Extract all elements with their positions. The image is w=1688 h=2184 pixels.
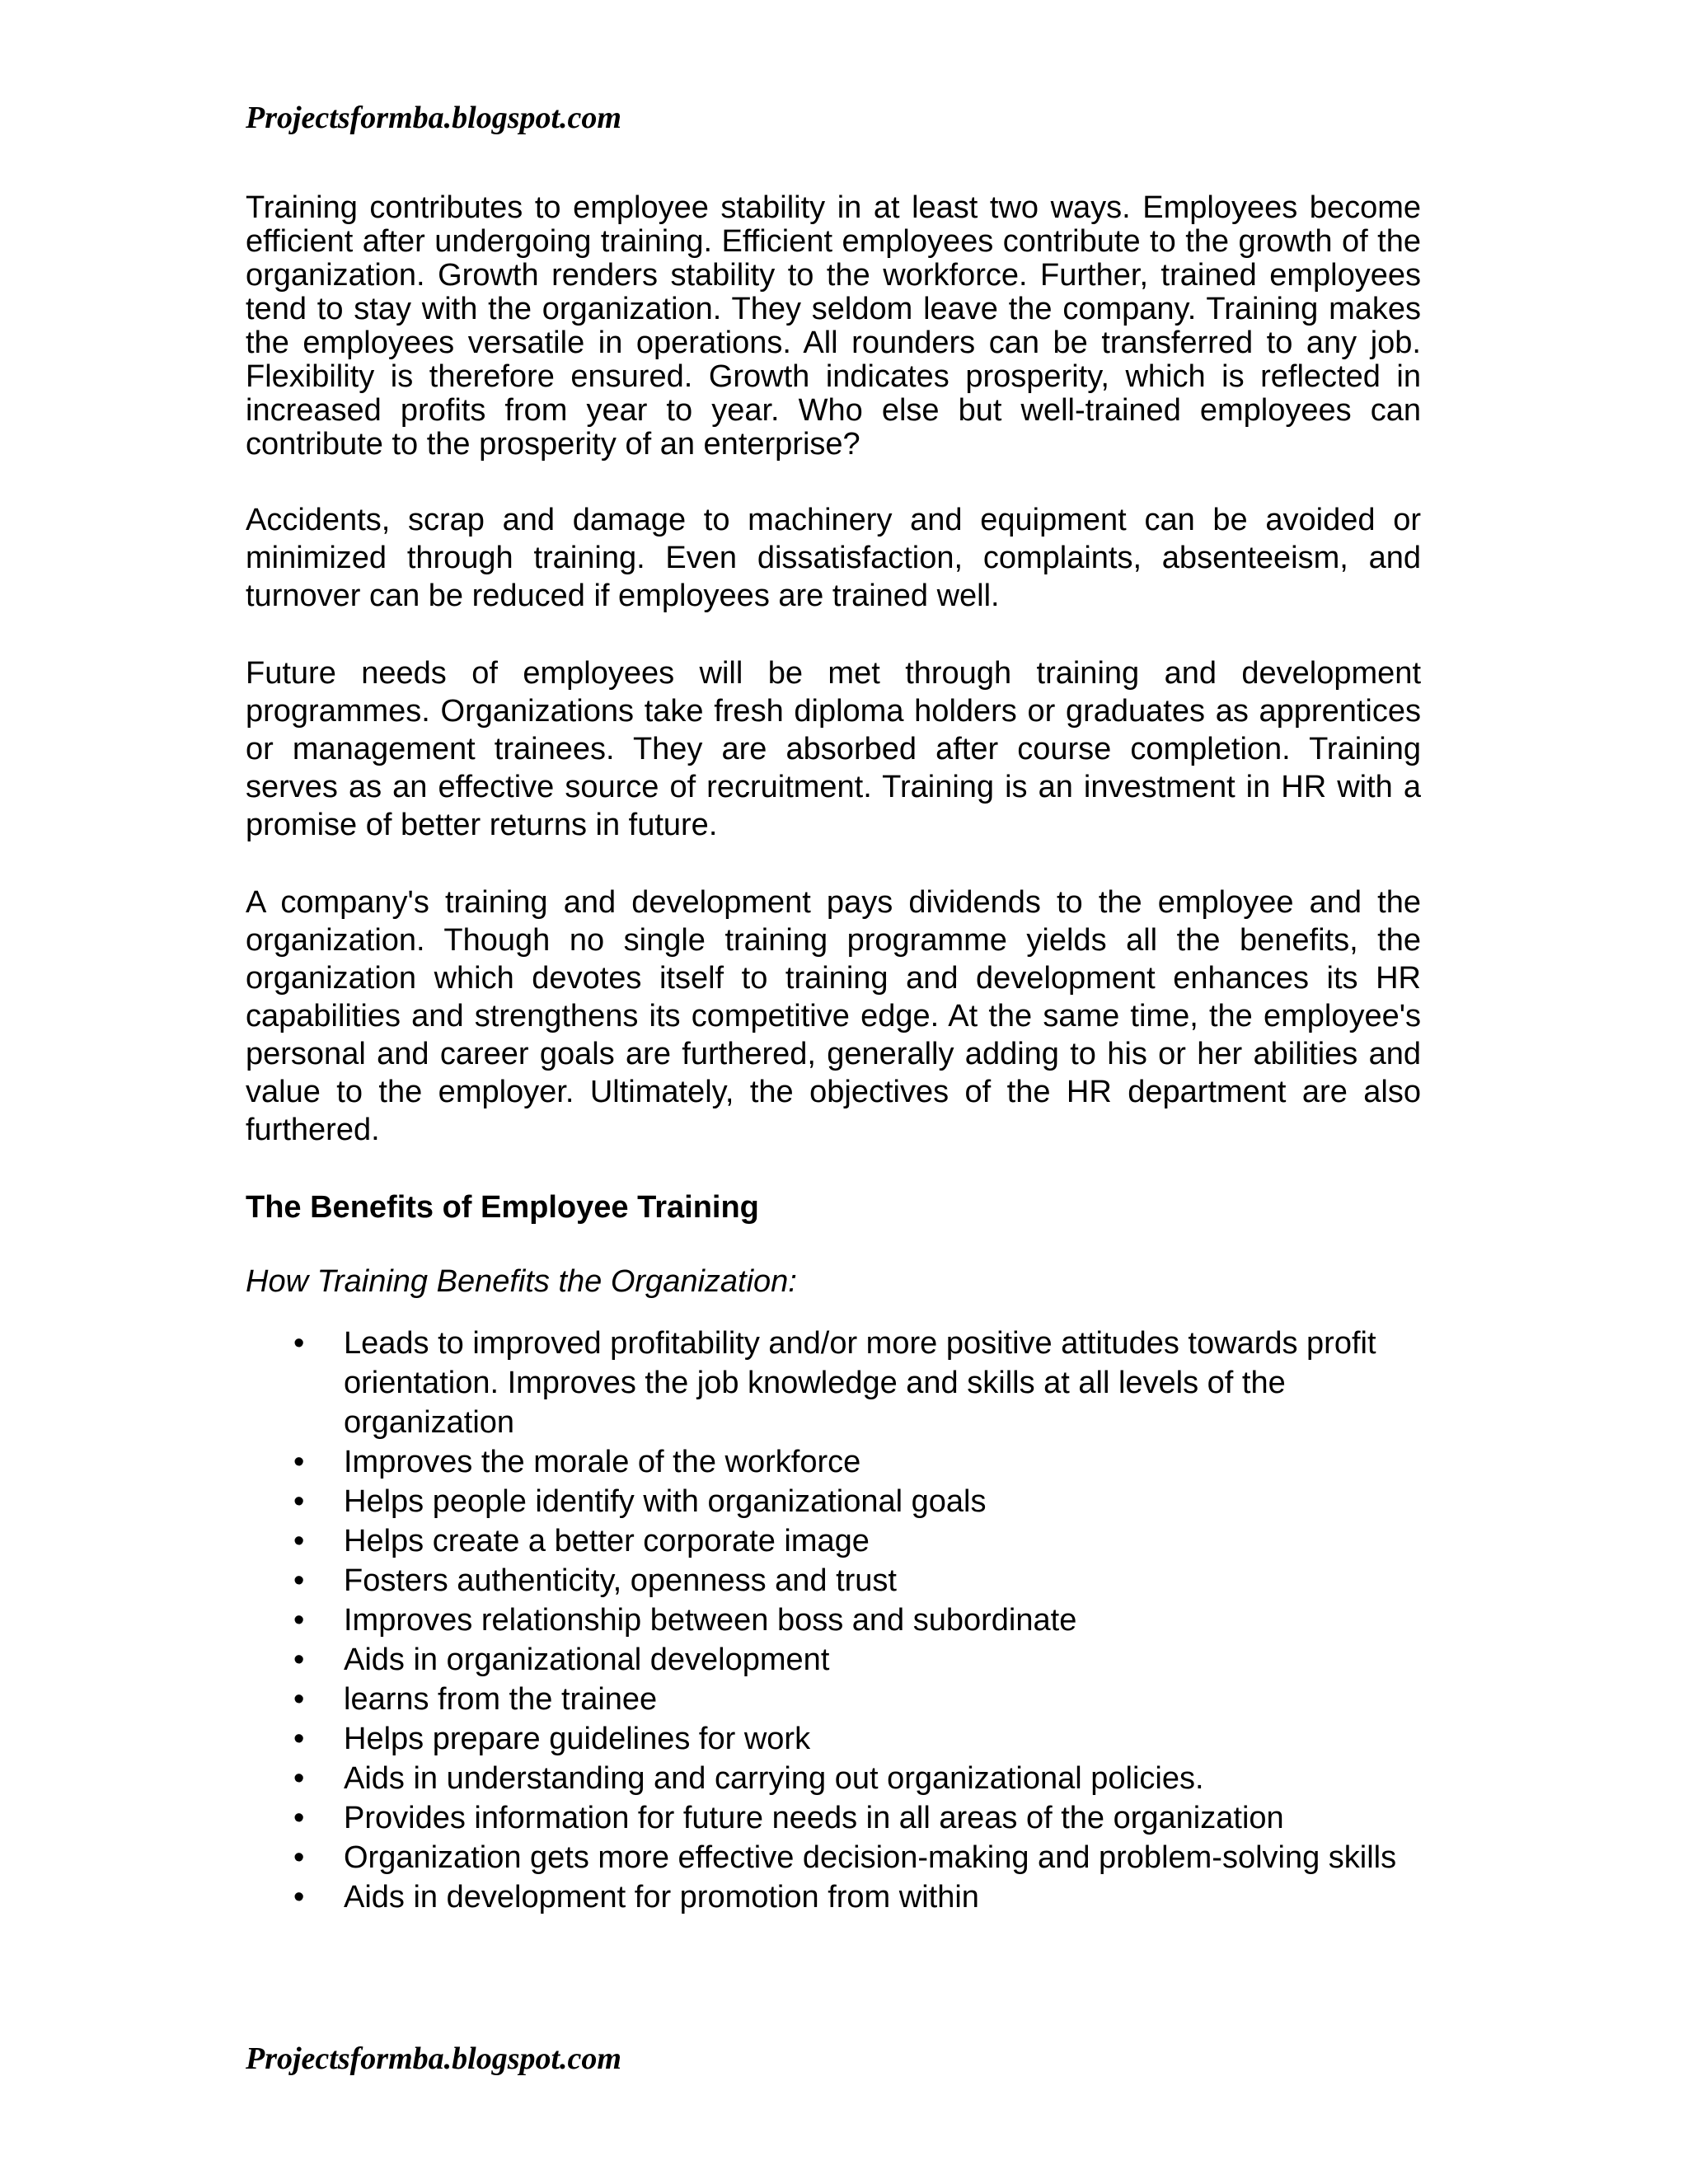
paragraph-future-needs: Future needs of employees will be met through training and development programmes. Organizations take fresh diploma holders or graduates as apprentices or management trainees. They are absorbed after course completion. Training serves as an effective source of recruitment. Training is an investment in HR with a promise of better returns in future. (246, 656, 1421, 842)
list-item-text: Aids in organizational development (344, 1643, 830, 1677)
list-item-text: Helps prepare guidelines for work (344, 1722, 811, 1756)
paragraph-spacer (246, 1226, 1421, 1263)
document-body (246, 191, 1421, 1917)
list-item-text: Organization gets more effective decision-making and problem-solving skills (344, 1840, 1397, 1875)
list-item (246, 1640, 1421, 1680)
list-item (246, 1759, 1421, 1798)
list-item (246, 1877, 1421, 1917)
list-item-text: Helps create a better corporate image (344, 1524, 870, 1558)
page-footer-site: Projectsformba.blogspot.com (246, 2041, 621, 2076)
bullet-icon: • (293, 1880, 305, 1915)
bullet-icon: • (293, 1840, 305, 1875)
list-item-text: Aids in understanding and carrying out organizational policies. (344, 1761, 1204, 1796)
list-item (246, 1798, 1421, 1838)
section-heading: The Benefits of Employee Training (246, 1190, 759, 1225)
list-item (246, 1601, 1421, 1640)
bullet-icon: • (293, 1682, 305, 1717)
list-item (246, 1482, 1421, 1521)
list-item-text: Improves relationship between boss and subordinate (344, 1603, 1077, 1638)
list-item-text: Helps people identify with organizational goals (344, 1484, 987, 1519)
paragraph-spacer (246, 844, 1421, 883)
bullet-icon: • (293, 1524, 305, 1558)
list-item-text: Leads to improved profitability and/or more positive attitudes towards profit orientation. Improves the job knowledge and skills at all levels of the organization (344, 1326, 1376, 1440)
bullet-icon: • (293, 1563, 305, 1598)
page-header-site: Projectsformba.blogspot.com (246, 101, 621, 135)
list-item (246, 1324, 1421, 1442)
benefits-list (246, 1324, 1421, 1917)
bullet-icon: • (293, 1801, 305, 1835)
paragraph-accidents: Accidents, scrap and damage to machinery and equipment can be avoided or minimized through training. Even dissatisfaction, complaints, absenteeism, and turnover can be reduced if employees are trained well. (246, 503, 1421, 613)
list-item-text: Provides information for future needs in all areas of the organization (344, 1801, 1284, 1835)
list-item (246, 1680, 1421, 1719)
list-item-text: Fosters authenticity, openness and trust (344, 1563, 897, 1598)
list-item (246, 1442, 1421, 1482)
bullet-icon: • (293, 1445, 305, 1479)
bullet-icon: • (293, 1643, 305, 1677)
list-item-text: Aids in development for promotion from within (344, 1880, 979, 1915)
list-item (246, 1521, 1421, 1561)
bullet-icon: • (293, 1761, 305, 1796)
bullet-icon: • (293, 1722, 305, 1756)
paragraph-spacer (246, 1301, 1421, 1324)
list-item-text: Improves the morale of the workforce (344, 1445, 861, 1479)
list-item (246, 1838, 1421, 1877)
paragraph-spacer (246, 462, 1421, 501)
bullet-icon: • (293, 1484, 305, 1519)
bullet-icon: • (293, 1603, 305, 1638)
section-subheading: How Training Benefits the Organization: (246, 1264, 797, 1299)
list-item (246, 1719, 1421, 1759)
paragraph-spacer (246, 615, 1421, 654)
list-item-text: learns from the trainee (344, 1682, 658, 1717)
paragraph-employee-stability: Training contributes to employee stability in at least two ways. Employees become efficient after undergoing training. Efficient employees contribute to the growth of the organization. Growth renders stability to the workforce. Further, trained employees tend to stay with the organization. They seldom leave the company. Training makes the employees versatile in operations. All rounders can be transferred to any job. Flexibility is therefore ensured. Growth indicates prosperity, which is reflected in increased profits from year to year. Who else but well-trained employees can contribute to the prosperity of an enterprise? (246, 190, 1421, 462)
bullet-icon: • (293, 1326, 305, 1361)
paragraph-company-dividends: A company's training and development pays dividends to the employee and the organization. Though no single training programme yields all the benefits, the organization which devotes itself to training and development enhances its HR capabilities and strengthens its competitive edge. At the same time, the employee's personal and career goals are furthered, generally adding to his or her abilities and value to the employer. Ultimately, the objectives of the HR department are also furthered. (246, 885, 1421, 1147)
list-item (246, 1561, 1421, 1601)
paragraph-spacer (246, 1149, 1421, 1188)
